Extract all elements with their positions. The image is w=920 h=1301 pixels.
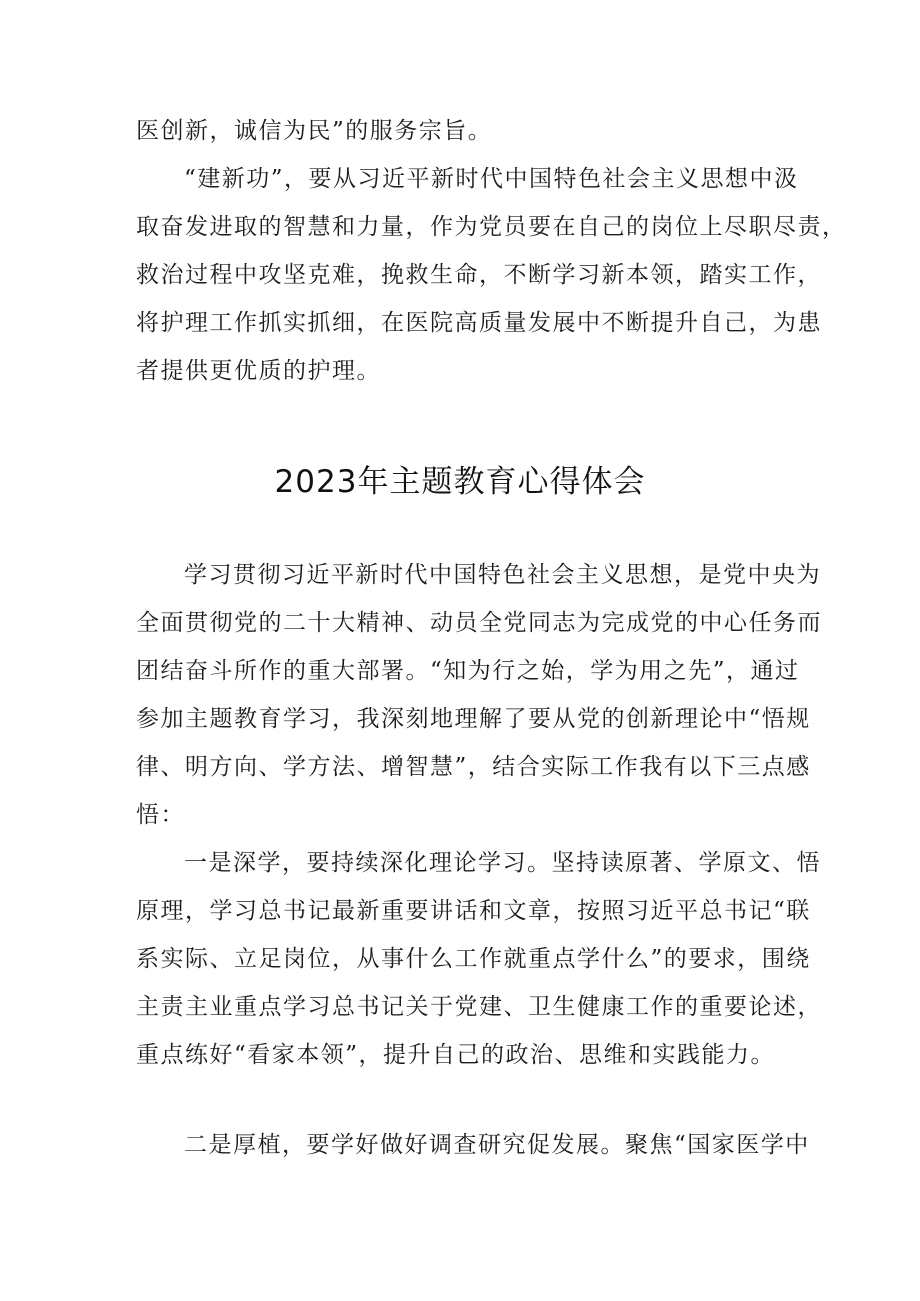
text-line: 取奋发进取的智慧和力量，作为党员要在自己的岗位上尽职尽责，	[136, 214, 847, 240]
text-line: 悟：	[136, 802, 185, 828]
text-line: 重点练好“看家本领”，提升自己的政治、思维和实践能力。	[136, 1042, 776, 1068]
text-line: 主责主业重点学习总书记关于党建、卫生健康工作的重要论述，	[136, 994, 822, 1020]
text-line: “建新功”，要从习近平新时代中国特色社会主义思想中汲	[184, 166, 799, 192]
text-line: 律、明方向、学方法、增智慧”，结合实际工作我有以下三点感	[136, 754, 811, 780]
text-line: 系实际、立足岗位，从事什么工作就重点学什么”的要求，围绕	[136, 946, 811, 972]
text-line: 医创新，诚信为民”的服务宗旨。	[136, 118, 493, 144]
text-line: 二是厚植，要学好做好调查研究促发展。聚焦“国家医学中	[184, 1132, 810, 1158]
article-title: 2023年主题教育心得体会	[274, 464, 646, 500]
text-line: 参加主题教育学习，我深刻地理解了要从党的创新理论中“悟规	[136, 706, 811, 732]
text-line: 一是深学，要持续深化理论学习。坚持读原著、学原文、悟	[184, 850, 821, 876]
text-line: 团结奋斗所作的重大部署。“知为行之始，学为用之先”，通过	[136, 658, 800, 684]
text-line: 救治过程中攻坚克难，挽救生命，不断学习新本领，踏实工作，	[136, 262, 822, 288]
text-line: 将护理工作抓实抓细，在医院高质量发展中不断提升自己，为患	[136, 310, 822, 336]
text-line: 学习贯彻习近平新时代中国特色社会主义思想，是党中央为	[184, 562, 821, 588]
text-line: 者提供更优质的护理。	[136, 358, 381, 384]
text-line: 全面贯彻党的二十大精神、动员全党同志为完成党的中心任务而	[136, 610, 822, 636]
text-line: 原理，学习总书记最新重要讲话和文章，按照习近平总书记“联	[136, 898, 811, 924]
